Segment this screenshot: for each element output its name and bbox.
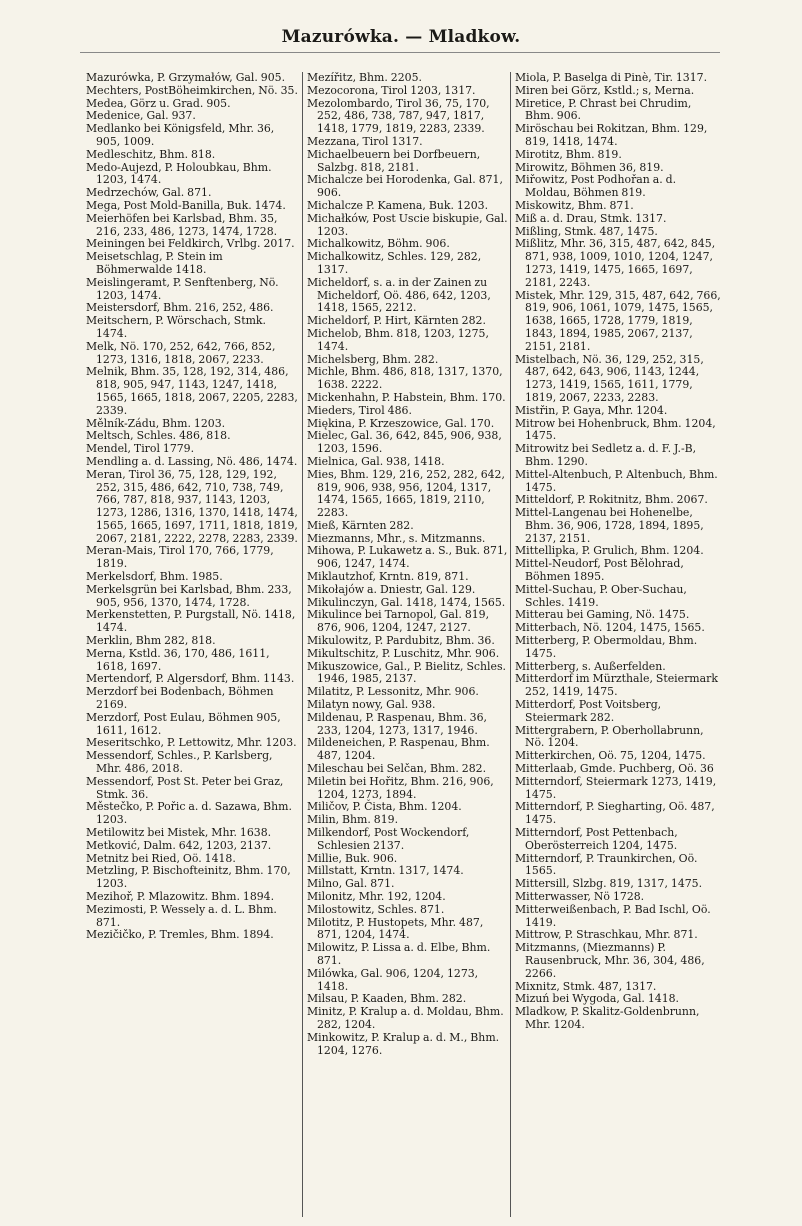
index-entry: Michaelbeuern bei Dorfbeuern, Salzbg. 818, 2181.: [307, 147, 481, 174]
index-entry: Medenice, Gal. 937.: [86, 109, 196, 123]
index-entry: Mikulowitz, P. Pardubitz, Bhm. 36.: [307, 634, 495, 648]
index-entry: Merzdorf, Post Eulau, Böhmen 905, 1611, 1612.: [86, 710, 281, 737]
index-entry: Městečko, P. Pořic a. d. Sazawa, Bhm. 1203.: [86, 800, 292, 827]
index-entry: Mittergrabern, P. Oberhollabrunn, Nö. 1204.: [515, 723, 704, 750]
index-entry: Metzling, P. Bischofteinitz, Bhm. 170, 1203.: [86, 864, 291, 891]
index-entry: Mendel, Tirol 1779.: [86, 442, 195, 456]
index-entry: Messendorf, Schles., P. Karlsberg, Mhr. 486, 2018.: [86, 749, 273, 776]
index-entry: Mittellipka, P. Grulich, Bhm. 1204.: [515, 544, 704, 558]
column-left: [86, 72, 298, 1217]
index-entry: Mißlitz, Mhr. 36, 315, 487, 642, 845, 871, 938, 1009, 1010, 1204, 1247, 1273, 1419, 1475, 1665, 1697, 2181, 2243.: [515, 237, 716, 289]
index-entry: Meseritschko, P. Lettowitz, Mhr. 1203.: [86, 736, 297, 750]
index-entry: Miletin bei Hořitz, Bhm. 216, 906, 1204, 1273, 1894.: [307, 774, 494, 801]
index-entry: Miola, P. Baselga di Pinè, Tir. 1317.: [515, 72, 708, 84]
index-entry: Mikołajów a. Dniestr, Gal. 129.: [307, 582, 476, 596]
index-entry: Milin, Bhm. 819.: [307, 813, 399, 827]
index-entry: Michalcze P. Kamena, Buk. 1203.: [307, 198, 489, 212]
index-entry: Miskowitz, Bhm. 871.: [515, 198, 634, 212]
index-entry: Mitterberg, P. Obermoldau, Bhm. 1475.: [515, 634, 698, 660]
index-entry: Milsau, P. Kaaden, Bhm. 282.: [307, 992, 467, 1006]
index-entry: Merklin, Bhm 282, 818.: [86, 634, 216, 648]
index-entry: Meisetschlag, P. Stein im Böhmerwalde 1418.: [86, 250, 223, 276]
index-entry: Mezzana, Tirol 1317.: [307, 134, 423, 148]
index-entry: Mies, Bhm. 129, 216, 252, 282, 642, 819, 906, 938, 956, 1204, 1317, 1474, 1565, 1665, 1819, 2110, 2283.: [307, 467, 505, 520]
index-entry: Meislingeramt, P. Senftenberg, Nö. 1203, 1474.: [86, 275, 279, 302]
index-entry: Mittrow, P. Straschkau, Mhr. 871.: [515, 928, 698, 942]
index-entry: Mistelbach, Nö. 36, 129, 252, 315, 487, 642, 643, 906, 1143, 1244, 1273, 1419, 1565, 1611, 1779, 1819, 2067, 2233, 2283.: [515, 352, 704, 404]
index-entry: Metnitz bei Ried, Oö. 1418.: [86, 851, 236, 865]
index-entry: Mikulinczyn, Gal. 1418, 1474, 1565.: [307, 595, 506, 609]
index-entry: Mendling a. d. Lassing, Nö. 486, 1474.: [86, 454, 298, 468]
index-entry: Micheldorf, s. a. in der Zainen zu Micheldorf, Oö. 486, 642, 1203, 1418, 1565, 2212.: [307, 275, 491, 315]
index-entry: Miretice, P. Chrast bei Chrudim, Bhm. 906.: [515, 96, 692, 123]
index-entry: Mikuszowice, Gal., P. Bielitz, Schles. 1946, 1985, 2137.: [307, 659, 506, 686]
index-entry: Mixnitz, Stmk. 487, 1317.: [515, 979, 657, 993]
index-entry: Merkelsgrün bei Karlsbad, Bhm. 233, 905, 956, 1370, 1474, 1728.: [86, 582, 292, 609]
index-entry: Melnik, Bhm. 35, 128, 192, 314, 486, 818, 905, 947, 1143, 1247, 1418, 1565, 1665, 1818, 2067, 2205, 2283, 2339.: [86, 365, 298, 417]
index-entry: Mezolombardo, Tirol 36, 75, 170, 252, 486, 738, 787, 947, 1817, 1418, 1779, 1819, 2283, 2339.: [307, 96, 490, 136]
index-entry: Messendorf, Post St. Peter bei Graz, Stmk. 36.: [86, 774, 284, 801]
index-entry: Merna, Kstld. 36, 170, 486, 1611, 1618, 1697.: [86, 646, 270, 673]
index-entry: Mezocorona, Tirol 1203, 1317.: [307, 83, 476, 97]
index-entry: Milotitz, P. Hustopets, Mhr. 487, 871, 1204, 1474.: [307, 915, 484, 942]
index-entry: Milatyn nowy, Gal. 938.: [307, 698, 436, 712]
index-entry: Medrzechów, Gal. 871.: [86, 186, 212, 200]
index-entry: Michalcze bei Horodenka, Gal. 871, 906.: [307, 173, 503, 200]
index-entry: Milkendorf, Post Wockendorf, Schlesien 2137.: [307, 826, 470, 852]
index-entry: Merkelsdorf, Bhm. 1985.: [86, 570, 223, 584]
index-entry: Mielec, Gal. 36, 642, 845, 906, 938, 1203, 1596.: [307, 429, 502, 456]
index-entry: Meitschern, P. Wörschach, Stmk. 1474.: [86, 314, 266, 340]
index-entry: Mezimosti, P. Wessely a. d. L. Bhm. 871.: [86, 902, 277, 929]
index-entry: Michalkowitz, Böhm. 906.: [307, 237, 450, 251]
index-entry: Mittel-Langenau bei Hohenelbe, Bhm. 36, 906, 1728, 1894, 1895, 2137, 2151.: [515, 506, 704, 545]
index-entry: Mittel-Suchau, P. Ober-Suchau, Schles. 1419.: [515, 582, 687, 609]
index-entry: Mirowitz, Böhmen 36, 819.: [515, 160, 664, 174]
index-entry: Mitzmanns, (Miezmanns) P. Rausenbruck, Mhr. 36, 304, 486, 2266.: [515, 941, 705, 980]
index-entry: Meran, Tirol 36, 75, 128, 129, 192, 252, 315, 486, 642, 710, 738, 749, 766, 787, 818, 937, 1143, 1203, 1273, 1286, 1316, 1370, 1418, 1474, 1565, 1665, 1697, 1711, 1818, 1819, 2067, 2181, 2222, 2278, 2283, 2339.: [86, 467, 298, 545]
index-entry: Millie, Buk. 906.: [307, 851, 398, 865]
index-entry: Mladkow, P. Skalitz-Goldenbrunn, Mhr. 1204.: [515, 1005, 700, 1031]
index-entry: Meiningen bei Feldkirch, Vrlbg. 2017.: [86, 237, 295, 251]
index-entry: Merzdorf bei Bodenbach, Böhmen 2169.: [86, 685, 274, 712]
index-entry: Medea, Görz u. Grad. 905.: [86, 96, 231, 110]
index-entry: Medlanko bei Königsfeld, Mhr. 36, 905, 1009.: [86, 122, 275, 148]
index-entry: Metković, Dalm. 642, 1203, 2137.: [86, 838, 272, 852]
index-entry: Micheldorf, P. Hirt, Kärnten 282.: [307, 314, 486, 328]
index-entry: Mitterndorf, Steiermark 1273, 1419, 1475.: [515, 774, 717, 801]
index-entry: Mitterbach, Nö. 1204, 1475, 1565.: [515, 621, 705, 635]
index-entry: Mieders, Tirol 486.: [307, 403, 412, 417]
index-entry: Mickenhahn, P. Habstein, Bhm. 170.: [307, 390, 506, 404]
index-entry: Michelsberg, Bhm. 282.: [307, 352, 439, 366]
header-rule: [80, 52, 720, 53]
index-entry: Mitrow bei Hohenbruck, Bhm. 1204, 1475.: [515, 416, 716, 443]
index-entry: Mega, Post Mold-Banilla, Buk. 1474.: [86, 198, 286, 212]
index-entry: Mizuń bei Wygoda, Gal. 1418.: [515, 992, 680, 1006]
index-entry: Mistřin, P. Gaya, Mhr. 1204.: [515, 403, 668, 417]
index-entry: Miličov, P. Čista, Bhm. 1204.: [307, 800, 462, 814]
index-entry: Mazurówka, P. Grzymałów, Gal. 905.: [86, 72, 286, 84]
index-entry: Mittersill, Slzbg. 819, 1317, 1475.: [515, 877, 703, 891]
index-entry: Mirotitz, Bhm. 819.: [515, 147, 622, 161]
index-entry: Mezířitz, Bhm. 2205.: [307, 72, 422, 84]
index-entry: Millstatt, Krntn. 1317, 1474.: [307, 864, 464, 878]
index-entry: Mertendorf, P. Algersdorf, Bhm. 1143.: [86, 672, 295, 686]
index-entry: Milostowitz, Schles. 871.: [307, 902, 445, 916]
index-entry: Mitterdorf, Post Voitsberg, Steiermark 282.: [515, 698, 662, 724]
index-entry: Mißling, Stmk. 487, 1475.: [515, 224, 658, 238]
index-entry: Mielnica, Gal. 938, 1418.: [307, 454, 445, 468]
index-entry: Mitterkirchen, Oö. 75, 1204, 1475.: [515, 749, 706, 763]
column-middle: [302, 72, 508, 1217]
index-entry: Meran-Mais, Tirol 170, 766, 1779, 1819.: [86, 544, 274, 571]
index-entry: Mieß, Kärnten 282.: [307, 518, 414, 532]
index-entry: Mitterlaab, Gmde. Puchberg, Oö. 36: [515, 762, 714, 776]
index-entry: Miklautzhof, Krntn. 819, 871.: [307, 570, 469, 584]
index-entry: Minkowitz, P. Kralup a. d. M., Bhm. 1204, 1276.: [307, 1030, 500, 1057]
index-entry: Mitteldorf, P. Rokitnitz, Bhm. 2067.: [515, 493, 708, 507]
index-entry: Milonitz, Mhr. 192, 1204.: [307, 890, 446, 903]
index-entry: Mileschau bei Selčan, Bhm. 282.: [307, 762, 487, 776]
index-entry: Miezmanns, Mhr., s. Mitzmanns.: [307, 531, 486, 545]
index-entry: Mitterweißenbach, P. Bad Ischl, Oö. 1419.: [515, 902, 711, 929]
index-entry: Minitz, P. Kralup a. d. Moldau, Bhm. 282, 1204.: [307, 1005, 504, 1031]
index-entry: Meierhöfen bei Karlsbad, Bhm. 35, 216, 233, 486, 1273, 1474, 1728.: [86, 211, 278, 238]
index-entry: Medleschitz, Bhm. 818.: [86, 147, 216, 161]
index-entry: Mitterberg, s. Außerfelden.: [515, 659, 666, 673]
index-entry: Mitrowitz bei Sedletz a. d. F. J.-B, Bhm. 1290.: [515, 442, 697, 468]
index-entry: Metilowitz bei Mistek, Mhr. 1638.: [86, 826, 272, 840]
index-entry: Michelob, Bhm. 818, 1203, 1275, 1474.: [307, 326, 489, 353]
index-entry: Mikultschitz, P. Luschitz, Mhr. 906.: [307, 646, 500, 660]
index-entry: Melk, Nö. 170, 252, 642, 766, 852, 1273, 1316, 1818, 2067, 2233.: [86, 339, 276, 366]
index-entry: Mikulince bei Tarnopol, Gal. 819, 876, 906, 1204, 1247, 2127.: [307, 608, 490, 635]
index-entry: Milatitz, P. Lessonitz, Mhr. 906.: [307, 685, 479, 699]
index-entry: Mitterau bei Gaming, Nö. 1475.: [515, 608, 690, 622]
index-entry: Medo-Aujezd, P. Holoubkau, Bhm. 1203, 1474.: [86, 160, 272, 187]
index-entry: Miröschau bei Rokitzan, Bhm. 129, 819, 1418, 1474.: [515, 122, 708, 148]
index-entry: Miren bei Görz, Kstld.; s, Merna.: [515, 83, 695, 97]
index-entry: Milówka, Gal. 906, 1204, 1273, 1418.: [307, 966, 479, 993]
index-entry: Mildeneichen, P. Raspenau, Bhm. 487, 1204.: [307, 736, 490, 763]
index-entry: Miß a. d. Drau, Stmk. 1317.: [515, 211, 667, 225]
index-entry: Mildenau, P. Raspenau, Bhm. 36, 233, 1204, 1273, 1317, 1946.: [307, 710, 488, 737]
index-entry: Meistersdorf, Bhm. 216, 252, 486.: [86, 301, 274, 315]
index-entry: Michałków, Post Uscie biskupie, Gal. 1203.: [307, 211, 508, 238]
index-entry: Merkenstetten, P. Purgstall, Nö. 1418, 1474.: [86, 608, 296, 635]
index-entry: Milowitz, P. Lissa a. d. Elbe, Bhm. 871.: [307, 941, 491, 967]
index-entry: Mitterdorf im Mürzthale, Steiermark 252, 1419, 1475.: [515, 672, 718, 699]
column-right: [510, 72, 721, 1217]
index-entry: Mittel-Altenbuch, P. Altenbuch, Bhm. 1475.: [515, 467, 718, 494]
index-entry: Mechters, PostBöheimkirchen, Nö. 35.: [86, 83, 298, 97]
index-entry: Miękina, P. Krzeszowice, Gal. 170.: [307, 416, 495, 430]
index-entry: Meltsch, Schles. 486, 818.: [86, 429, 231, 443]
index-entry: Milno, Gal. 871.: [307, 877, 395, 891]
index-entry: Mihowa, P. Lukawetz a. S., Buk. 871, 906, 1247, 1474.: [307, 544, 508, 571]
index-entry: Mistek, Mhr. 129, 315, 487, 642, 766, 819, 906, 1061, 1079, 1475, 1565, 1638, 1665, 1728, 1779, 1819, 1843, 1894, 1985, 2067, 2137, 2151, 2181.: [515, 288, 721, 353]
index-entry: Mitterndorf, P. Traunkirchen, Oö. 1565.: [515, 851, 698, 878]
index-entry: Miřowitz, Post Podhořan a. d. Moldau, Böhmen 819.: [515, 173, 677, 200]
index-entry: Mezihoř, P. Mlazowitz. Bhm. 1894.: [86, 890, 275, 903]
page-title: Mazurówka. — Mladkow.: [281, 27, 521, 47]
index-entry: Mitterndorf, P. Siegharting, Oö. 487, 1475.: [515, 800, 715, 827]
index-entry: Michalkowitz, Schles. 129, 282, 1317.: [307, 250, 482, 276]
index-entry: Michle, Bhm. 486, 818, 1317, 1370, 1638. 2222.: [307, 365, 503, 392]
index-entry: Mělník-Zádu, Bhm. 1203.: [86, 416, 226, 430]
index-entry: Mezičičko, P. Tremles, Bhm. 1894.: [86, 928, 274, 942]
index-entry: Mitterwasser, Nö 1728.: [515, 890, 645, 903]
index-entry: Mittel-Neudorf, Post Bělohrad, Böhmen 1895.: [515, 557, 684, 584]
index-entry: Mitterndorf, Post Pettenbach, Oberösterreich 1204, 1475.: [515, 826, 678, 852]
